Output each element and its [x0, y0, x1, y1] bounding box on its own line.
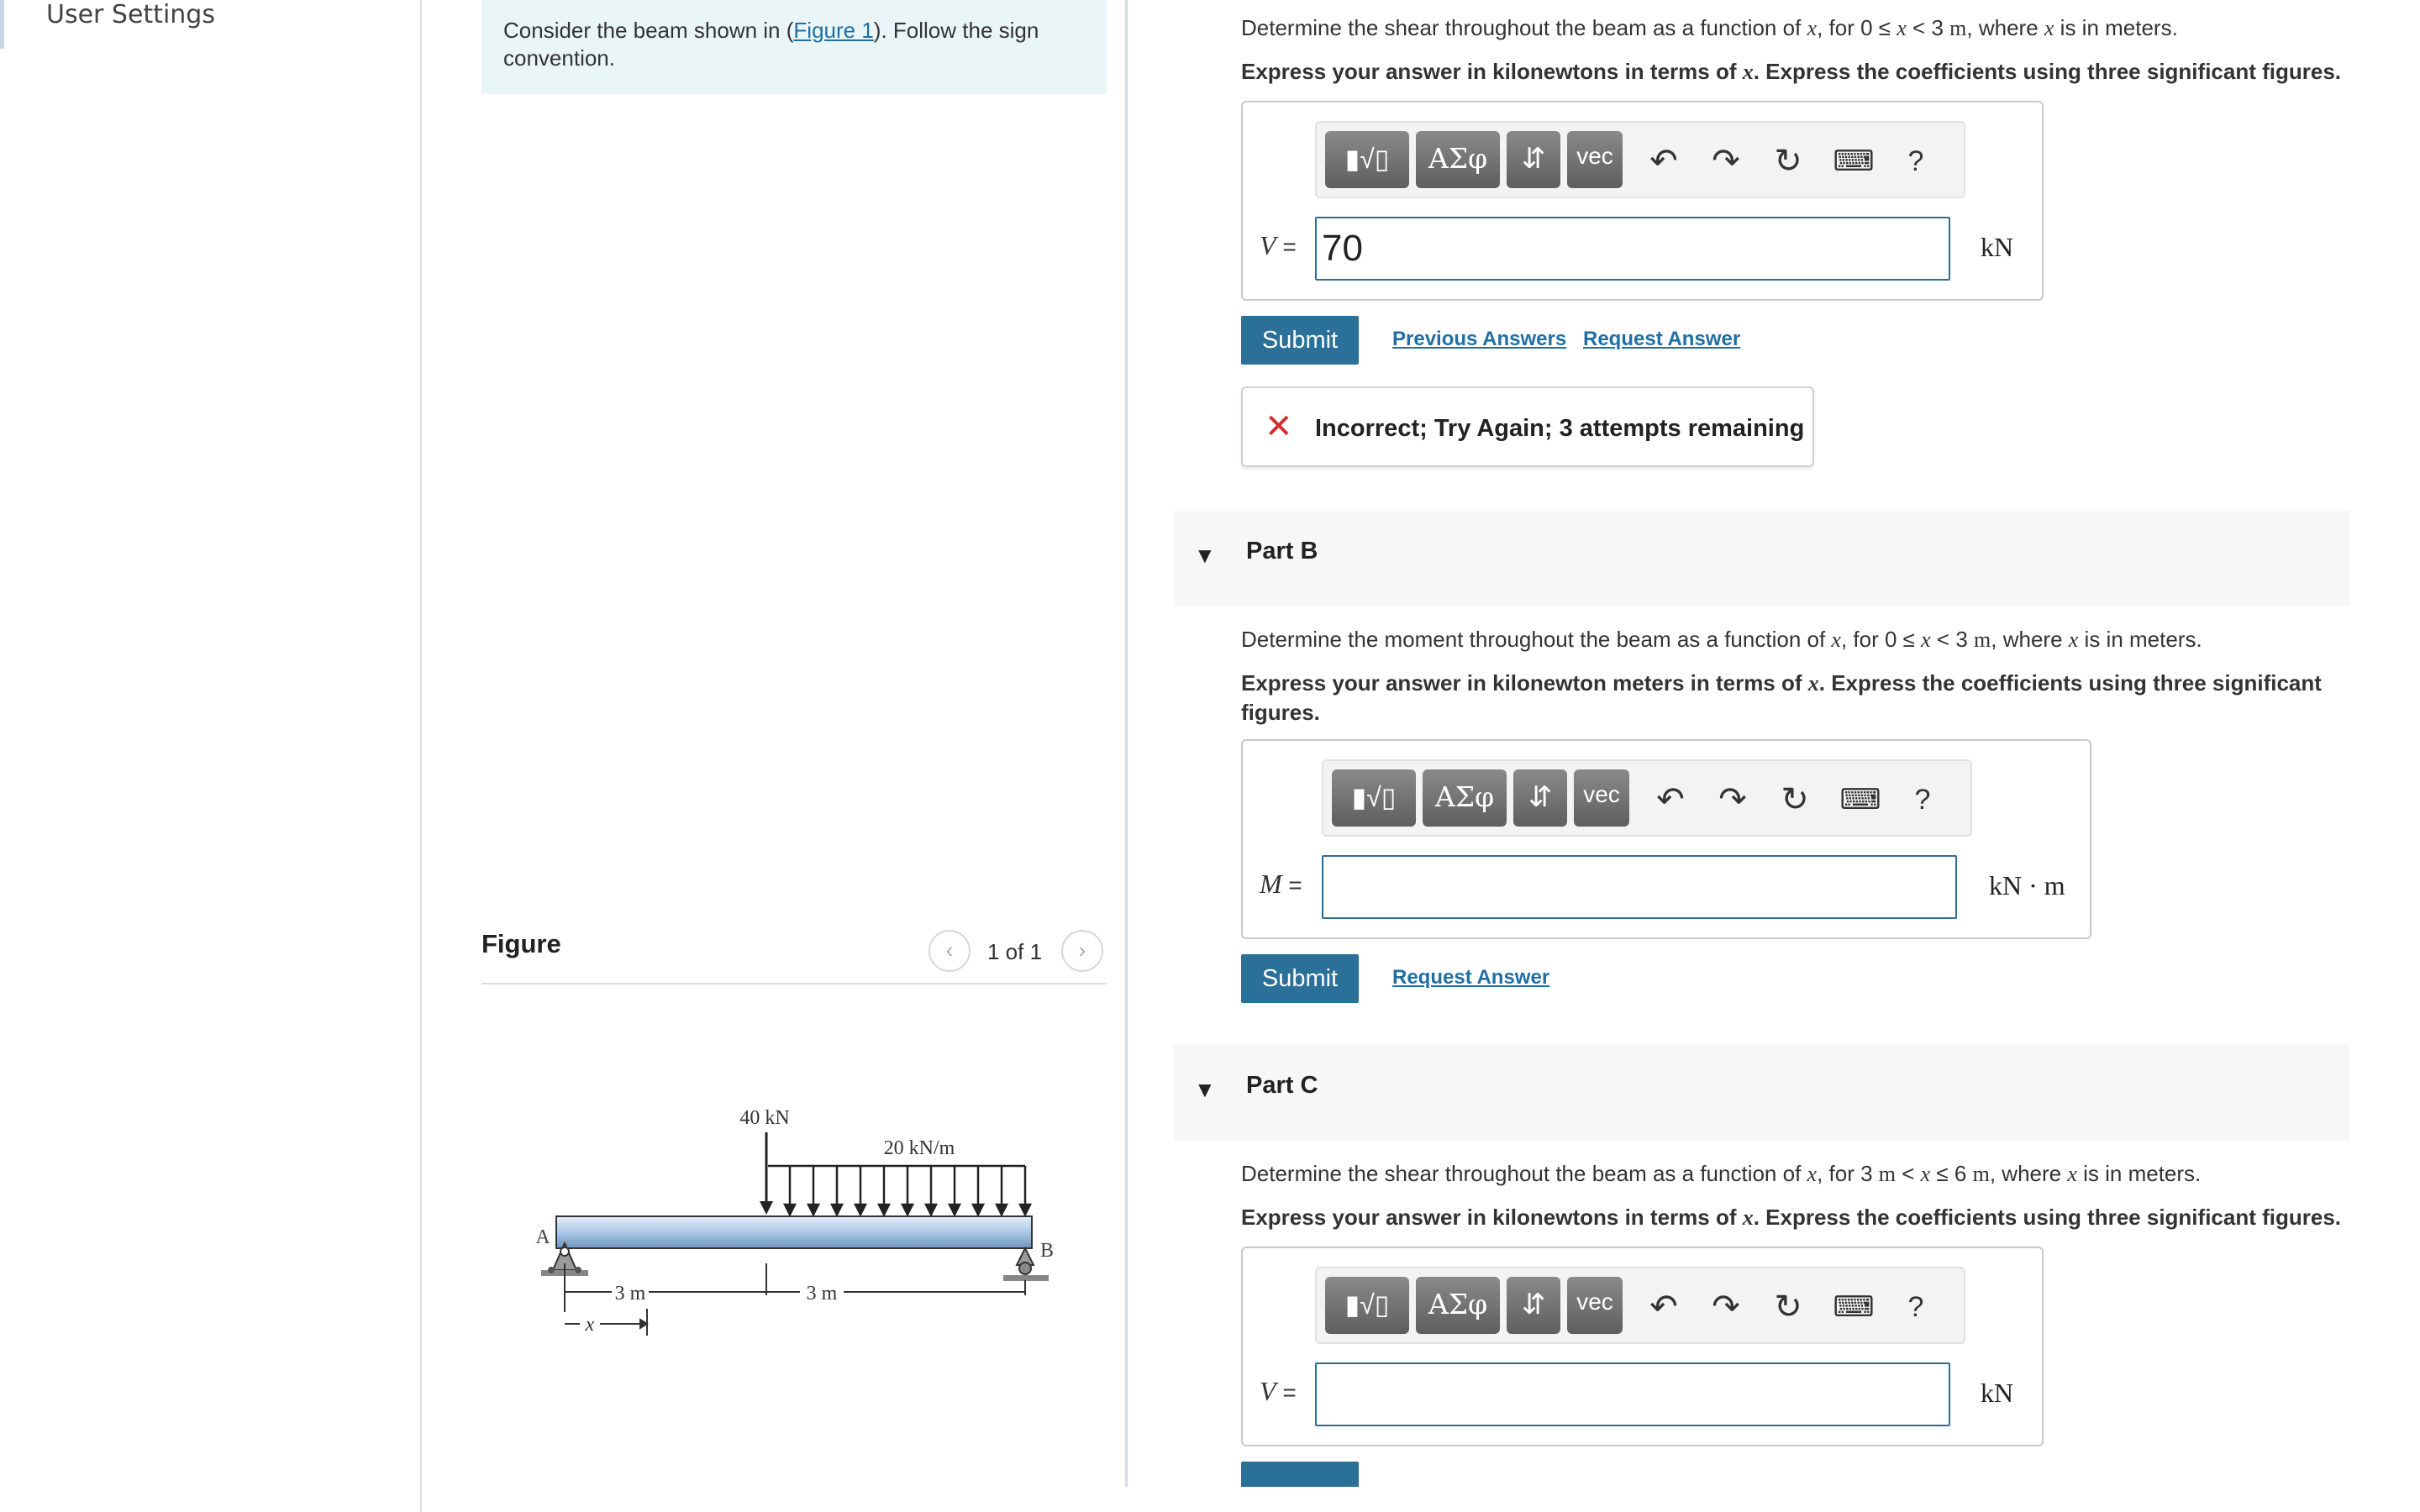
support-a-label: A: [535, 1226, 550, 1248]
redo-icon[interactable]: ↷: [1712, 1289, 1740, 1326]
caret-down-icon: ▼: [1194, 543, 1216, 568]
part-b-question: [1241, 625, 2202, 654]
unit-label: kN: [1981, 232, 2014, 262]
user-settings-link[interactable]: User Settings: [46, 0, 215, 29]
submit-button[interactable]: Submit: [1241, 316, 1359, 365]
point-load-arrow: [760, 1132, 773, 1215]
templates-icon: ▮√▯: [1344, 144, 1390, 174]
part-b-instruction: [1241, 669, 2359, 727]
vector-icon: vec: [1583, 781, 1620, 807]
problem-panel: [422, 0, 1128, 1487]
question-text: Determine the shear throughout the beam as a function of: [1241, 1161, 1807, 1186]
vector-button[interactable]: [1567, 1277, 1623, 1334]
question-text: , where: [1989, 1161, 2068, 1186]
instruction-text: . Express the coefficients using three significant figures.: [1753, 1205, 2342, 1230]
instruction-text: Express your answer in kilonewtons in terms of: [1241, 1205, 1743, 1230]
greek-symbols-icon: ΑΣφ: [1428, 142, 1488, 175]
feedback-box: [1241, 386, 1814, 467]
question-text: Determine the moment throughout the beam as a function of: [1241, 627, 1832, 652]
equals-sign: =: [1276, 234, 1297, 260]
instruction-text: Express your answer in kilonewton meters in terms of: [1241, 670, 1808, 696]
part-b-title: Part B: [1246, 538, 1318, 564]
answer-input-v[interactable]: [1315, 1362, 1950, 1426]
part-c-header[interactable]: [1174, 1045, 2350, 1141]
equals-sign: =: [1276, 1379, 1297, 1405]
help-icon[interactable]: ?: [1907, 1291, 1924, 1323]
variable-symbol: M: [1260, 869, 1282, 899]
math-toolbar: [1315, 121, 1965, 198]
math-var: x: [1920, 1162, 1931, 1186]
submit-button-partial[interactable]: [1241, 1462, 1359, 1487]
variable-symbol: V: [1260, 1376, 1276, 1406]
undo-icon[interactable]: ↶: [1649, 143, 1678, 180]
variable-label: [1260, 869, 1302, 900]
templates-icon: ▮√▯: [1344, 1289, 1390, 1320]
part-c-title: Part C: [1246, 1072, 1318, 1099]
vector-button[interactable]: [1574, 769, 1629, 827]
figure-pager: 1 of 1: [987, 939, 1043, 964]
sidebar-accent: [0, 0, 4, 49]
unit-label: kN · m: [1989, 870, 2065, 900]
submit-button[interactable]: Submit: [1241, 954, 1359, 1003]
part-b-answer-box: [1241, 739, 2091, 939]
question-text: < 3: [1906, 15, 1950, 40]
question-text: , where: [1966, 15, 2044, 40]
chevron-right-icon: ›: [1078, 937, 1086, 963]
settings-sidebar: [0, 0, 422, 1512]
beam: [556, 1216, 1032, 1248]
greek-symbols-button[interactable]: [1416, 1277, 1500, 1334]
vector-icon: vec: [1576, 1289, 1613, 1315]
equals-sign: =: [1281, 872, 1302, 898]
distributed-load-arrows: [768, 1166, 1030, 1215]
templates-icon: ▮√▯: [1351, 782, 1397, 812]
unit-label: kN: [1981, 1378, 2014, 1408]
sort-arrows-icon: ⇵: [1521, 143, 1546, 175]
request-answer-link[interactable]: Request Answer: [1583, 328, 1741, 350]
question-text: , for 0 ≤: [1840, 627, 1922, 652]
sort-arrows-button[interactable]: [1507, 131, 1560, 188]
intro-text-pre: Consider the beam shown in (: [503, 18, 794, 43]
figure-link[interactable]: Figure 1: [793, 18, 874, 43]
help-icon[interactable]: ?: [1914, 784, 1931, 816]
problem-intro: [481, 0, 1107, 94]
sort-arrows-icon: ⇵: [1528, 781, 1553, 813]
point-load-label: 40 kN: [739, 1107, 790, 1129]
greek-symbols-icon: ΑΣφ: [1434, 780, 1495, 813]
x-dimension: [565, 1309, 647, 1336]
keyboard-icon[interactable]: ⌨: [1833, 145, 1875, 177]
math-var: x: [2044, 16, 2054, 40]
answer-input-v[interactable]: 70: [1315, 217, 1950, 281]
sort-arrows-button[interactable]: [1513, 769, 1567, 827]
instruction-text: . Express the coefficients using three significant figures.: [1753, 59, 2342, 84]
previous-answers-link[interactable]: Previous Answers: [1392, 328, 1567, 350]
feedback-text: Incorrect; Try Again; 3 attempts remaining: [1315, 415, 1805, 442]
answer-panel: [1130, 0, 2420, 1487]
part-a-question: [1241, 13, 2178, 43]
question-text: < 3: [1930, 627, 1975, 652]
keyboard-icon[interactable]: ⌨: [1839, 784, 1881, 816]
math-var: x: [2068, 627, 2079, 652]
reset-icon[interactable]: ↻: [1774, 143, 1802, 180]
greek-symbols-button[interactable]: [1416, 131, 1500, 188]
answer-input-m[interactable]: [1322, 855, 1957, 919]
math-var: x: [1807, 1162, 1818, 1186]
templates-button[interactable]: [1332, 769, 1416, 827]
variable-label: [1260, 1376, 1297, 1407]
question-text: , where: [1991, 627, 2069, 652]
beam-figure: [523, 1092, 1077, 1369]
part-c-question: [1241, 1159, 2201, 1189]
math-var: x: [1921, 627, 1931, 652]
part-c-answer-box: [1241, 1247, 2044, 1446]
vector-icon: vec: [1576, 143, 1613, 169]
question-text: Determine the shear throughout the beam as a function of: [1241, 15, 1807, 40]
figure-prev-button[interactable]: [929, 930, 971, 972]
math-toolbar: [1315, 1267, 1965, 1344]
chevron-left-icon: ‹: [945, 937, 954, 963]
figure-divider: [481, 983, 1107, 984]
question-text: , for 0 ≤: [1817, 15, 1897, 40]
sort-arrows-button[interactable]: [1507, 1277, 1560, 1334]
question-text: , for 3: [1817, 1161, 1879, 1186]
sort-arrows-icon: ⇵: [1521, 1289, 1546, 1320]
part-a-answer-box: [1241, 101, 2044, 301]
math-var: x: [1807, 16, 1818, 40]
math-unit: m: [1878, 1162, 1897, 1186]
templates-button[interactable]: [1325, 131, 1409, 188]
support-b-label: B: [1039, 1240, 1055, 1262]
instruction-text: . Express the coefficients using three significant figures.: [1241, 670, 2322, 725]
variable-symbol: V: [1260, 230, 1276, 260]
question-text: is in meters.: [2054, 15, 2178, 40]
distributed-load-label: 20 kN/m: [883, 1137, 955, 1159]
undo-icon[interactable]: ↶: [1649, 1289, 1678, 1326]
reset-icon[interactable]: ↻: [1781, 781, 1809, 818]
question-text: is in meters.: [2078, 627, 2202, 652]
part-b-header[interactable]: [1174, 511, 2350, 606]
undo-icon[interactable]: ↶: [1656, 781, 1685, 818]
math-var: x: [1897, 16, 1907, 40]
keyboard-icon[interactable]: ⌨: [1833, 1291, 1875, 1323]
math-unit: m: [1972, 1162, 1990, 1186]
figure-title: Figure: [481, 929, 561, 958]
math-unit: m: [1949, 16, 1967, 40]
greek-symbols-icon: ΑΣφ: [1428, 1288, 1488, 1320]
redo-icon[interactable]: ↷: [1718, 781, 1747, 818]
figure-next-button[interactable]: [1061, 930, 1103, 972]
variable-label: [1260, 230, 1297, 261]
part-c-instruction: [1241, 1203, 2401, 1232]
question-text: is in meters.: [2076, 1161, 2202, 1186]
intro-text-post: ). Follow the sign convention.: [503, 18, 1039, 71]
redo-icon[interactable]: ↷: [1712, 143, 1740, 180]
math-unit: m: [1974, 627, 1991, 652]
part-a-instruction: [1241, 57, 2401, 87]
vector-button[interactable]: [1567, 131, 1623, 188]
span-2-label: 3 m: [806, 1283, 838, 1305]
x-icon: ✕: [1265, 408, 1293, 445]
caret-down-icon: ▼: [1194, 1077, 1216, 1102]
math-var: x: [1807, 671, 1819, 696]
span-1-label: 3 m: [614, 1283, 646, 1305]
reset-icon[interactable]: ↻: [1774, 1289, 1802, 1326]
help-icon[interactable]: ?: [1907, 145, 1924, 177]
math-var: x: [1742, 1205, 1754, 1230]
instruction-text: Express your answer in kilonewtons in terms of: [1241, 59, 1743, 84]
question-text: <: [1896, 1161, 1921, 1186]
templates-button[interactable]: [1325, 1277, 1409, 1334]
math-var: x: [1742, 60, 1754, 84]
request-answer-link[interactable]: Request Answer: [1392, 966, 1550, 989]
question-text: ≤ 6: [1930, 1161, 1973, 1186]
greek-symbols-button[interactable]: [1423, 769, 1507, 827]
x-dimension-label: x: [585, 1314, 595, 1336]
math-var: x: [2067, 1162, 2077, 1186]
math-var: x: [1831, 627, 1841, 652]
math-toolbar: [1322, 759, 1972, 837]
